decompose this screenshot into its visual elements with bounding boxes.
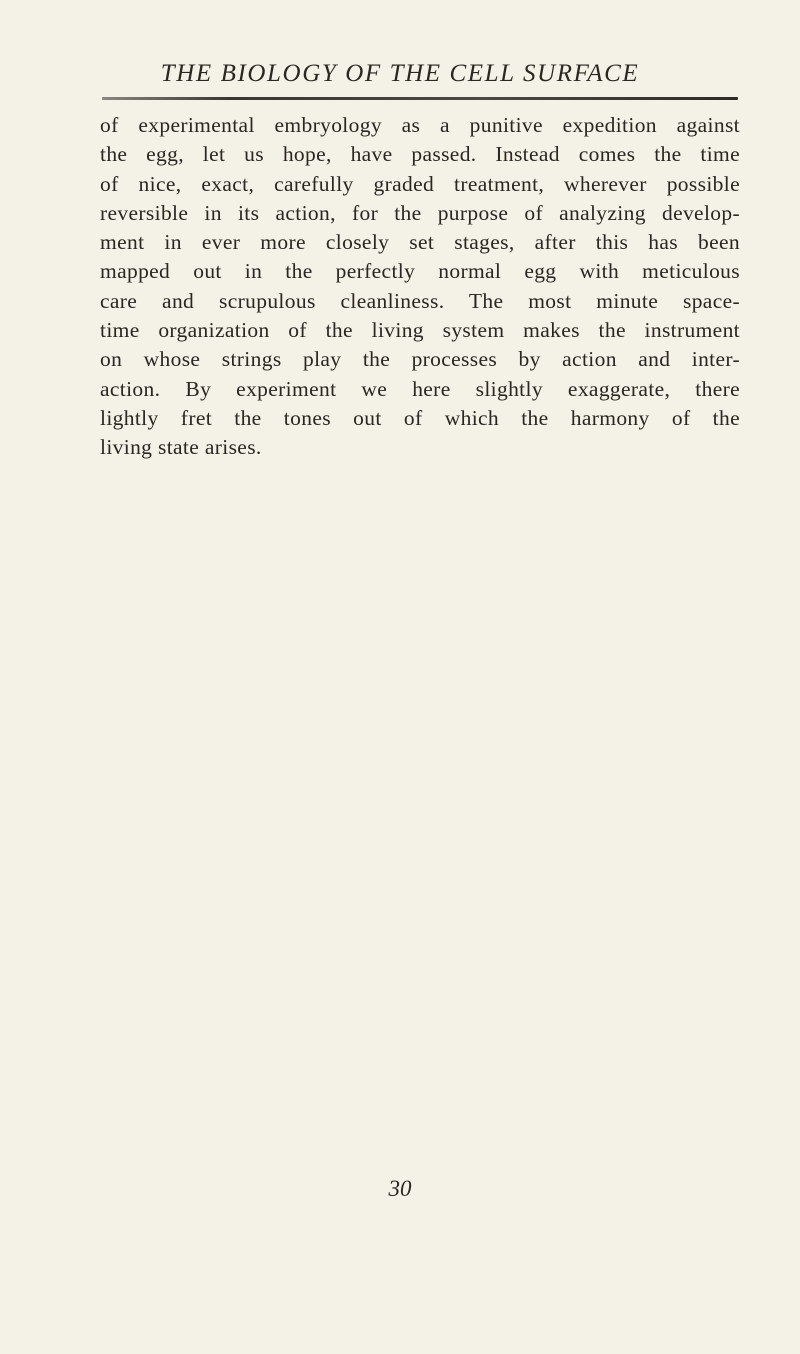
header-rule — [102, 97, 738, 100]
text-line: time organization of the living system makes the instrument — [100, 318, 740, 343]
text-line: the egg, let us hope, have passed. Instead comes the time — [100, 142, 740, 167]
text-line: ment in ever more closely set stages, after this has been — [100, 230, 740, 255]
text-line: of experimental embryology as a punitive expedition against — [100, 113, 740, 137]
text-line: on whose strings play the processes by action and inter- — [100, 347, 740, 372]
text-line: reversible in its action, for the purpose of analyzing develop- — [100, 200, 740, 225]
running-head: THE BIOLOGY OF THE CELL SURFACE — [160, 60, 640, 87]
text-line: of nice, exact, carefully graded treatment, wherever possible — [100, 171, 740, 196]
text-line: living state arises. — [100, 435, 262, 460]
page-number: 30 — [388, 1176, 412, 1201]
text-line: action. By experiment we here slightly exaggerate, there — [100, 376, 740, 401]
text-line: lightly fret the tones out of which the harmony of the — [100, 405, 740, 430]
text-line: care and scrupulous cleanliness. The most minute space- — [100, 288, 740, 313]
text-line: mapped out in the perfectly normal egg with meticulous — [100, 259, 740, 284]
body-paragraph — [100, 111, 740, 463]
